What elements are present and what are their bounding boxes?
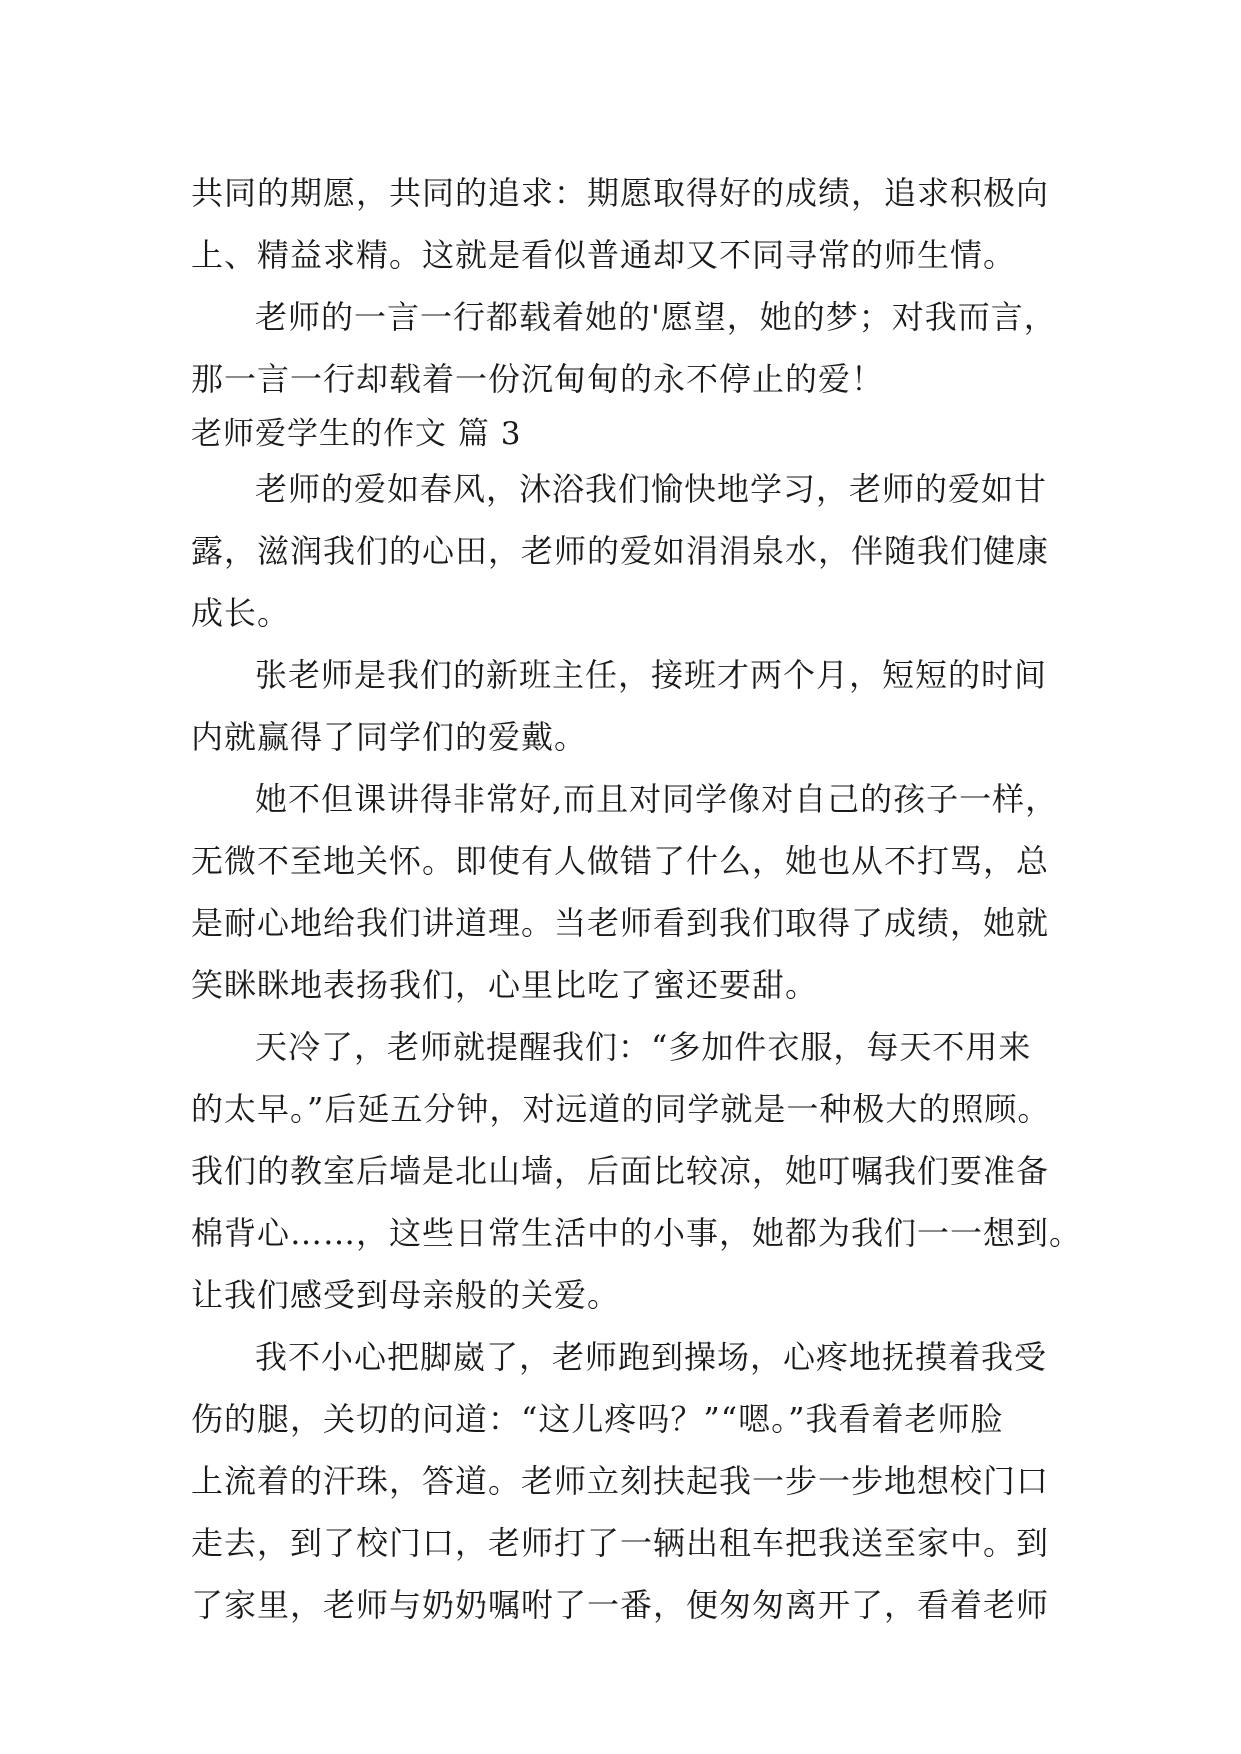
- text-line: 上流着的汗珠，答道。老师立刻扶起我一步一步地想校门口: [191, 1462, 1050, 1500]
- text-line: 伤的腿，关切的问道：“这儿疼吗？”“嗯。”我看着老师脸: [191, 1400, 1004, 1438]
- text-line: 无微不至地关怀。即使有人做错了什么，她也从不打骂，总: [191, 842, 1050, 880]
- section-heading: 老师爱学生的作文 篇 3: [191, 416, 522, 452]
- text-line: 共同的期愿，共同的追求：期愿取得好的成绩，追求积极向: [191, 174, 1050, 212]
- text-line: 上、精益求精。这就是看似普通却又不同寻常的师生情。: [191, 236, 1017, 274]
- text-line: 张老师是我们的新班主任，接班才两个月，短短的时间: [255, 656, 1048, 694]
- document-body: [191, 162, 1083, 1636]
- text-line: 成长。: [191, 594, 291, 632]
- text-line: 老师的爱如春风，沐浴我们愉快地学习，老师的爱如甘: [255, 470, 1048, 508]
- text-line: 她不但课讲得非常好,而且对同学像对自己的孩子一样，: [255, 780, 1059, 818]
- text-line: 天冷了，老师就提醒我们：“多加件衣服，每天不用来: [255, 1028, 1032, 1066]
- text-line: 笑眯眯地表扬我们，心里比吃了蜜还要甜。: [191, 966, 819, 1004]
- text-line: 了家里，老师与奶奶嘱咐了一番，便匆匆离开了，看着老师: [191, 1586, 1050, 1624]
- text-line: 那一言一行却载着一份沉甸甸的永不停止的爱！: [191, 360, 885, 398]
- text-line: 的太早。”后延五分钟，对远道的同学就是一种极大的照顾。: [191, 1090, 1051, 1128]
- text-line: 是耐心地给我们讲道理。当老师看到我们取得了成绩，她就: [191, 904, 1050, 942]
- text-line: 我们的教室后墙是北山墙，后面比较凉，她叮嘱我们要准备: [191, 1152, 1050, 1190]
- text-line: 让我们感受到母亲般的关爱。: [191, 1276, 621, 1314]
- text-line: 我不小心把脚崴了，老师跑到操场，心疼地抚摸着我受: [255, 1338, 1048, 1376]
- text-line: 棉背心……，这些日常生活中的小事，她都为我们一一想到。: [191, 1214, 1083, 1252]
- text-line: 内就赢得了同学们的爱戴。: [191, 718, 588, 756]
- text-line: 老师的一言一行都载着她的'愿望，她的梦；对我而言，: [255, 298, 1057, 336]
- text-line: 走去，到了校门口，老师打了一辆出租车把我送至家中。到: [191, 1524, 1050, 1562]
- text-line: 露，滋润我们的心田，老师的爱如涓涓泉水，伴随我们健康: [191, 532, 1050, 570]
